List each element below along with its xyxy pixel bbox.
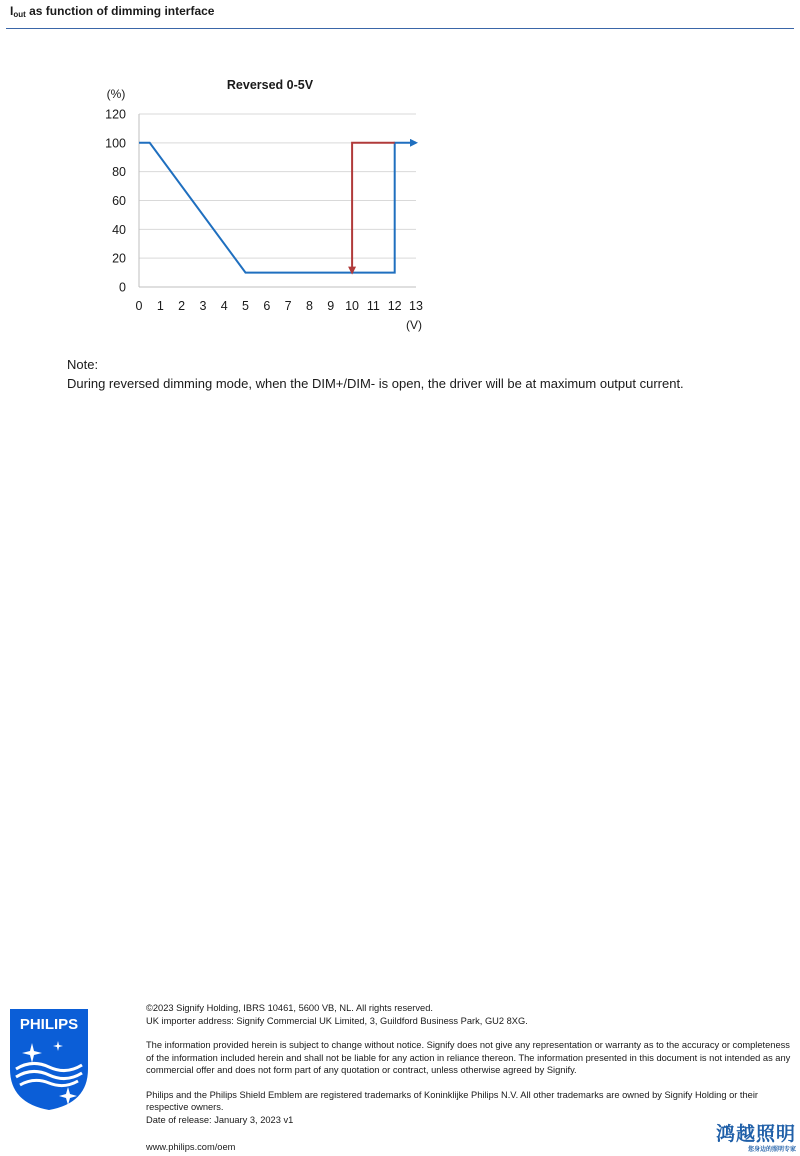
x-tick-label: 3	[199, 299, 207, 313]
y-tick-label: 40	[112, 222, 126, 237]
footer-trademarks: Philips and the Philips Shield Emblem are registered trademarks of Koninklijke Philips N.V. All other trademarks are owned by Signify Holding or their respective owners.	[146, 1089, 759, 1112]
series-line-blue	[139, 143, 416, 273]
footer-importer: UK importer address: Signify Commercial UK Limited, 3, Guildford Business Park, GU2 8XG.	[146, 1015, 528, 1026]
reversed-0-5v-chart	[0, 0, 800, 345]
y-tick-label: 120	[105, 107, 126, 122]
x-axis-label: (V)	[406, 318, 422, 332]
x-tick-label: 13	[409, 299, 423, 313]
y-tick-label: 100	[105, 136, 126, 151]
x-tick-label: 4	[220, 299, 228, 313]
note-block	[67, 355, 684, 393]
y-tick-label: 20	[112, 251, 126, 266]
watermark-stamp	[700, 1124, 796, 1154]
page-header-title: $I_{out}$ as function of dimming interface	[10, 4, 215, 19]
y-tick-label: 80	[112, 165, 126, 180]
y-tick-label: 60	[112, 194, 126, 208]
x-tick-label: 7	[284, 299, 292, 313]
footer-legal	[146, 1002, 791, 1126]
philips-wordmark: PHILIPS	[19, 1016, 79, 1033]
y-tick-label: 0	[119, 280, 126, 295]
stamp-small-text: 您身边的照明专家	[747, 1147, 796, 1153]
series-line-red	[352, 143, 395, 273]
footer-copyright: ©2023 Signify Holding, IBRS 10461, 5600 VB, NL. All rights reserved.	[146, 1003, 433, 1013]
x-tick-label: 0	[135, 299, 143, 313]
x-tick-label: 11	[366, 299, 380, 313]
x-tick-label: 10	[345, 299, 360, 313]
footer-url-link[interactable]: www.philips.com/oem	[146, 1142, 236, 1152]
x-tick-label: 8	[305, 299, 313, 313]
x-tick-label: 12	[387, 299, 402, 313]
x-tick-label: 1	[156, 299, 164, 313]
note-heading: Note:	[67, 357, 99, 372]
philips-shield-logo	[8, 1007, 90, 1112]
footer-disclaimer: The information provided herein is subject to change without notice. Signify does not give any representation or warranty as to the accuracy or completeness of the information included herein and shall not be liable for any action in reliance thereon. The information presented in this document is not intended as any commercial offer and does not form part of any quotation or contract, unless otherwise agreed by Signify.	[146, 1040, 791, 1075]
y-axis-label: (%)	[106, 87, 126, 101]
stamp-big-text: 鸿越照明	[715, 1124, 796, 1145]
x-tick-label: 5	[242, 299, 250, 313]
note-text: During reversed dimming mode, when the DIM+/DIM- is open, the driver will be at maximum output current.	[67, 376, 684, 391]
x-tick-label: 9	[327, 299, 335, 313]
footer-release-date: Date of release: January 3, 2023 v1	[146, 1114, 294, 1125]
x-tick-label: 6	[263, 299, 271, 313]
chart-title: Reversed 0-5V	[226, 78, 314, 92]
x-tick-label: 2	[178, 299, 186, 313]
